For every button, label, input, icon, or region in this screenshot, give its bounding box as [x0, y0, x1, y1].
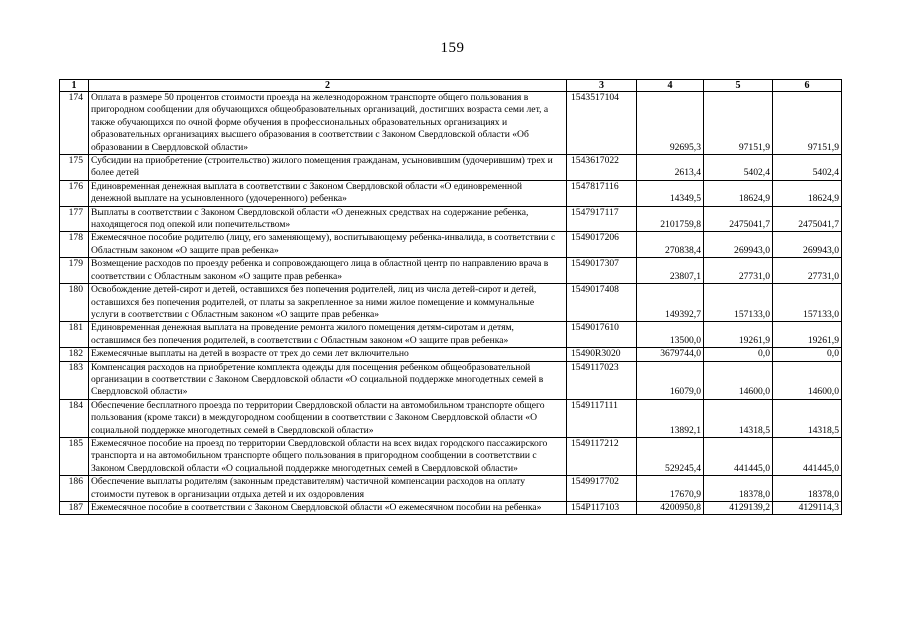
table-row [60, 348, 842, 361]
row-value-col6-cell: 269943,0 [773, 232, 842, 258]
row-name-cell: Обеспечение выплаты родителям (законным представителям) частичной компенсации расходов на оплату стоимости путевок в организации отдыха детей и их оздоровления [89, 476, 567, 502]
page-number: 159 [440, 40, 465, 56]
row-number-cell: 176 [60, 180, 89, 206]
row-code-cell: 1549017307 [567, 258, 637, 284]
row-value-col4-cell: 17670,9 [637, 476, 704, 502]
row-value-col5-cell: 0,0 [704, 348, 773, 361]
table-row [60, 502, 842, 515]
row-value-col4-cell: 16079,0 [637, 361, 704, 399]
table-row [60, 232, 842, 258]
row-number-cell: 185 [60, 437, 89, 475]
table-row [60, 284, 842, 322]
row-name-cell: Ежемесячное пособие родителю (лицу, его заменяющему), воспитывающему ребенка-инвалида, в соответствии с Областным законом «О защите прав ребенка» [89, 232, 567, 258]
row-name-cell: Обеспечение бесплатного проезда по территории Свердловской области на автомобильном транспорте общего пользования (кроме такси) в междугородном сообщении в соответствии с Законом Свердловской области «О социальной поддержке многодетных семей в Свердловской области» [89, 399, 567, 437]
row-value-col4-cell: 23807,1 [637, 258, 704, 284]
budget-table [59, 79, 842, 515]
row-number-cell: 179 [60, 258, 89, 284]
row-number-cell: 184 [60, 399, 89, 437]
table-row [60, 92, 842, 155]
header-col-3: 3 [567, 80, 637, 92]
row-code-cell: 1543617022 [567, 155, 637, 181]
table-row [60, 258, 842, 284]
table-header-row [60, 80, 842, 92]
table-row [60, 399, 842, 437]
row-number-cell: 177 [60, 206, 89, 232]
row-value-col4-cell: 13500,0 [637, 322, 704, 348]
row-value-col5-cell: 19261,9 [704, 322, 773, 348]
row-value-col6-cell: 19261,9 [773, 322, 842, 348]
row-value-col4-cell: 3679744,0 [637, 348, 704, 361]
row-name-cell: Возмещение расходов по проезду ребенка и сопровождающего лица в областной центр по направлению врача в соответствии с Областным законом «О защите прав ребенка» [89, 258, 567, 284]
row-value-col5-cell: 18624,9 [704, 180, 773, 206]
row-value-col5-cell: 18378,0 [704, 476, 773, 502]
row-value-col5-cell: 4129139,2 [704, 502, 773, 515]
row-code-cell: 1549017206 [567, 232, 637, 258]
row-value-col6-cell: 441445,0 [773, 437, 842, 475]
row-name-cell: Выплаты в соответствии с Законом Свердловской области «О денежных средствах на содержание ребенка, находящегося под опекой или попечительством» [89, 206, 567, 232]
row-number-cell: 175 [60, 155, 89, 181]
row-name-cell: Ежемесячные выплаты на детей в возрасте от трех до семи лет включительно [89, 348, 567, 361]
row-value-col4-cell: 529245,4 [637, 437, 704, 475]
row-value-col6-cell: 14318,5 [773, 399, 842, 437]
table-row [60, 361, 842, 399]
row-name-cell: Ежемесячное пособие на проезд по территории Свердловской области на всех видах городского пассажирского транспорта и на автомобильном транспорте общего пользования в пригородном сообщении в соответствии с Законом Свердловской области «О социальной поддержке многодетных семей в Свердловской области» [89, 437, 567, 475]
row-number-cell: 186 [60, 476, 89, 502]
row-value-col5-cell: 5402,4 [704, 155, 773, 181]
row-code-cell: 1549017610 [567, 322, 637, 348]
row-code-cell: 1549117023 [567, 361, 637, 399]
row-number-cell: 178 [60, 232, 89, 258]
row-value-col6-cell: 27731,0 [773, 258, 842, 284]
row-number-cell: 174 [60, 92, 89, 155]
row-value-col5-cell: 14318,5 [704, 399, 773, 437]
row-code-cell: 1549117212 [567, 437, 637, 475]
row-name-cell: Компенсация расходов на приобретение комплекта одежды для посещения ребенком общеобразовательной организации в соответствии с Законом Свердловской области «О социальной поддержке многодетных семей в Свердловской области» [89, 361, 567, 399]
row-value-col6-cell: 97151,9 [773, 92, 842, 155]
row-value-col6-cell: 18378,0 [773, 476, 842, 502]
row-value-col4-cell: 14349,5 [637, 180, 704, 206]
row-code-cell: 1547917117 [567, 206, 637, 232]
table-row [60, 180, 842, 206]
row-code-cell: 1547817116 [567, 180, 637, 206]
row-value-col4-cell: 4200950,8 [637, 502, 704, 515]
row-name-cell: Единовременная денежная выплата на проведение ремонта жилого помещения детям-сиротам и детям, оставшимся без попечения родителей, в соответствии с Областным законом «О защите прав ребенка» [89, 322, 567, 348]
row-code-cell: 1543517104 [567, 92, 637, 155]
row-value-col4-cell: 13892,1 [637, 399, 704, 437]
row-name-cell: Субсидии на приобретение (строительство) жилого помещения гражданам, усыновившим (удочерившим) трех и более детей [89, 155, 567, 181]
row-value-col6-cell: 4129114,3 [773, 502, 842, 515]
row-value-col5-cell: 97151,9 [704, 92, 773, 155]
row-value-col5-cell: 157133,0 [704, 284, 773, 322]
row-number-cell: 180 [60, 284, 89, 322]
header-col-5: 5 [704, 80, 773, 92]
row-value-col6-cell: 2475041,7 [773, 206, 842, 232]
row-name-cell: Освобождение детей-сирот и детей, оставшихся без попечения родителей, лиц из числа детей-сирот и детей, оставшихся без попечения родителей, от платы за закрепленное за ними жилое помещение и коммунальные услуги в соответствии с Областным законом «О защите прав ребенка» [89, 284, 567, 322]
header-col-6: 6 [773, 80, 842, 92]
row-number-cell: 182 [60, 348, 89, 361]
row-code-cell: 154P117103 [567, 502, 637, 515]
row-value-col4-cell: 270838,4 [637, 232, 704, 258]
row-value-col6-cell: 157133,0 [773, 284, 842, 322]
row-code-cell: 1549117111 [567, 399, 637, 437]
row-value-col6-cell: 0,0 [773, 348, 842, 361]
row-value-col5-cell: 14600,0 [704, 361, 773, 399]
table-row [60, 322, 842, 348]
row-number-cell: 183 [60, 361, 89, 399]
row-value-col6-cell: 5402,4 [773, 155, 842, 181]
row-value-col4-cell: 2613,4 [637, 155, 704, 181]
header-col-4: 4 [637, 80, 704, 92]
table-row [60, 155, 842, 181]
table-body [60, 92, 842, 515]
row-number-cell: 181 [60, 322, 89, 348]
row-value-col5-cell: 2475041,7 [704, 206, 773, 232]
header-col-1: 1 [60, 80, 89, 92]
table-row [60, 206, 842, 232]
row-name-cell: Единовременная денежная выплата в соответствии с Законом Свердловской области «О единовременной денежной выплате на усыновленного (удочеренного) ребенка» [89, 180, 567, 206]
row-value-col6-cell: 18624,9 [773, 180, 842, 206]
row-value-col5-cell: 441445,0 [704, 437, 773, 475]
row-value-col5-cell: 269943,0 [704, 232, 773, 258]
row-value-col5-cell: 27731,0 [704, 258, 773, 284]
row-value-col4-cell: 92695,3 [637, 92, 704, 155]
row-number-cell: 187 [60, 502, 89, 515]
table-row [60, 437, 842, 475]
row-name-cell: Ежемесячное пособие в соответствии с Законом Свердловской области «О ежемесячном пособии на ребенка» [89, 502, 567, 515]
row-code-cell: 1549917702 [567, 476, 637, 502]
table-row [60, 476, 842, 502]
row-value-col4-cell: 2101759,8 [637, 206, 704, 232]
row-value-col4-cell: 149392,7 [637, 284, 704, 322]
row-code-cell: 15490R3020 [567, 348, 637, 361]
row-code-cell: 1549017408 [567, 284, 637, 322]
row-name-cell: Оплата в размере 50 процентов стоимости проезда на железнодорожном транспорте общего пользования в пригородном сообщении для обучающихся общеобразовательных организаций, достигших возраста семи лет, а также обучающихся по очной форме обучения в профессиональных образовательных организациях и образовательных организациях высшего образования в соответствии с Законом Свердловской области «Об образовании в Свердловской области» [89, 92, 567, 155]
row-value-col6-cell: 14600,0 [773, 361, 842, 399]
header-col-2: 2 [89, 80, 567, 92]
